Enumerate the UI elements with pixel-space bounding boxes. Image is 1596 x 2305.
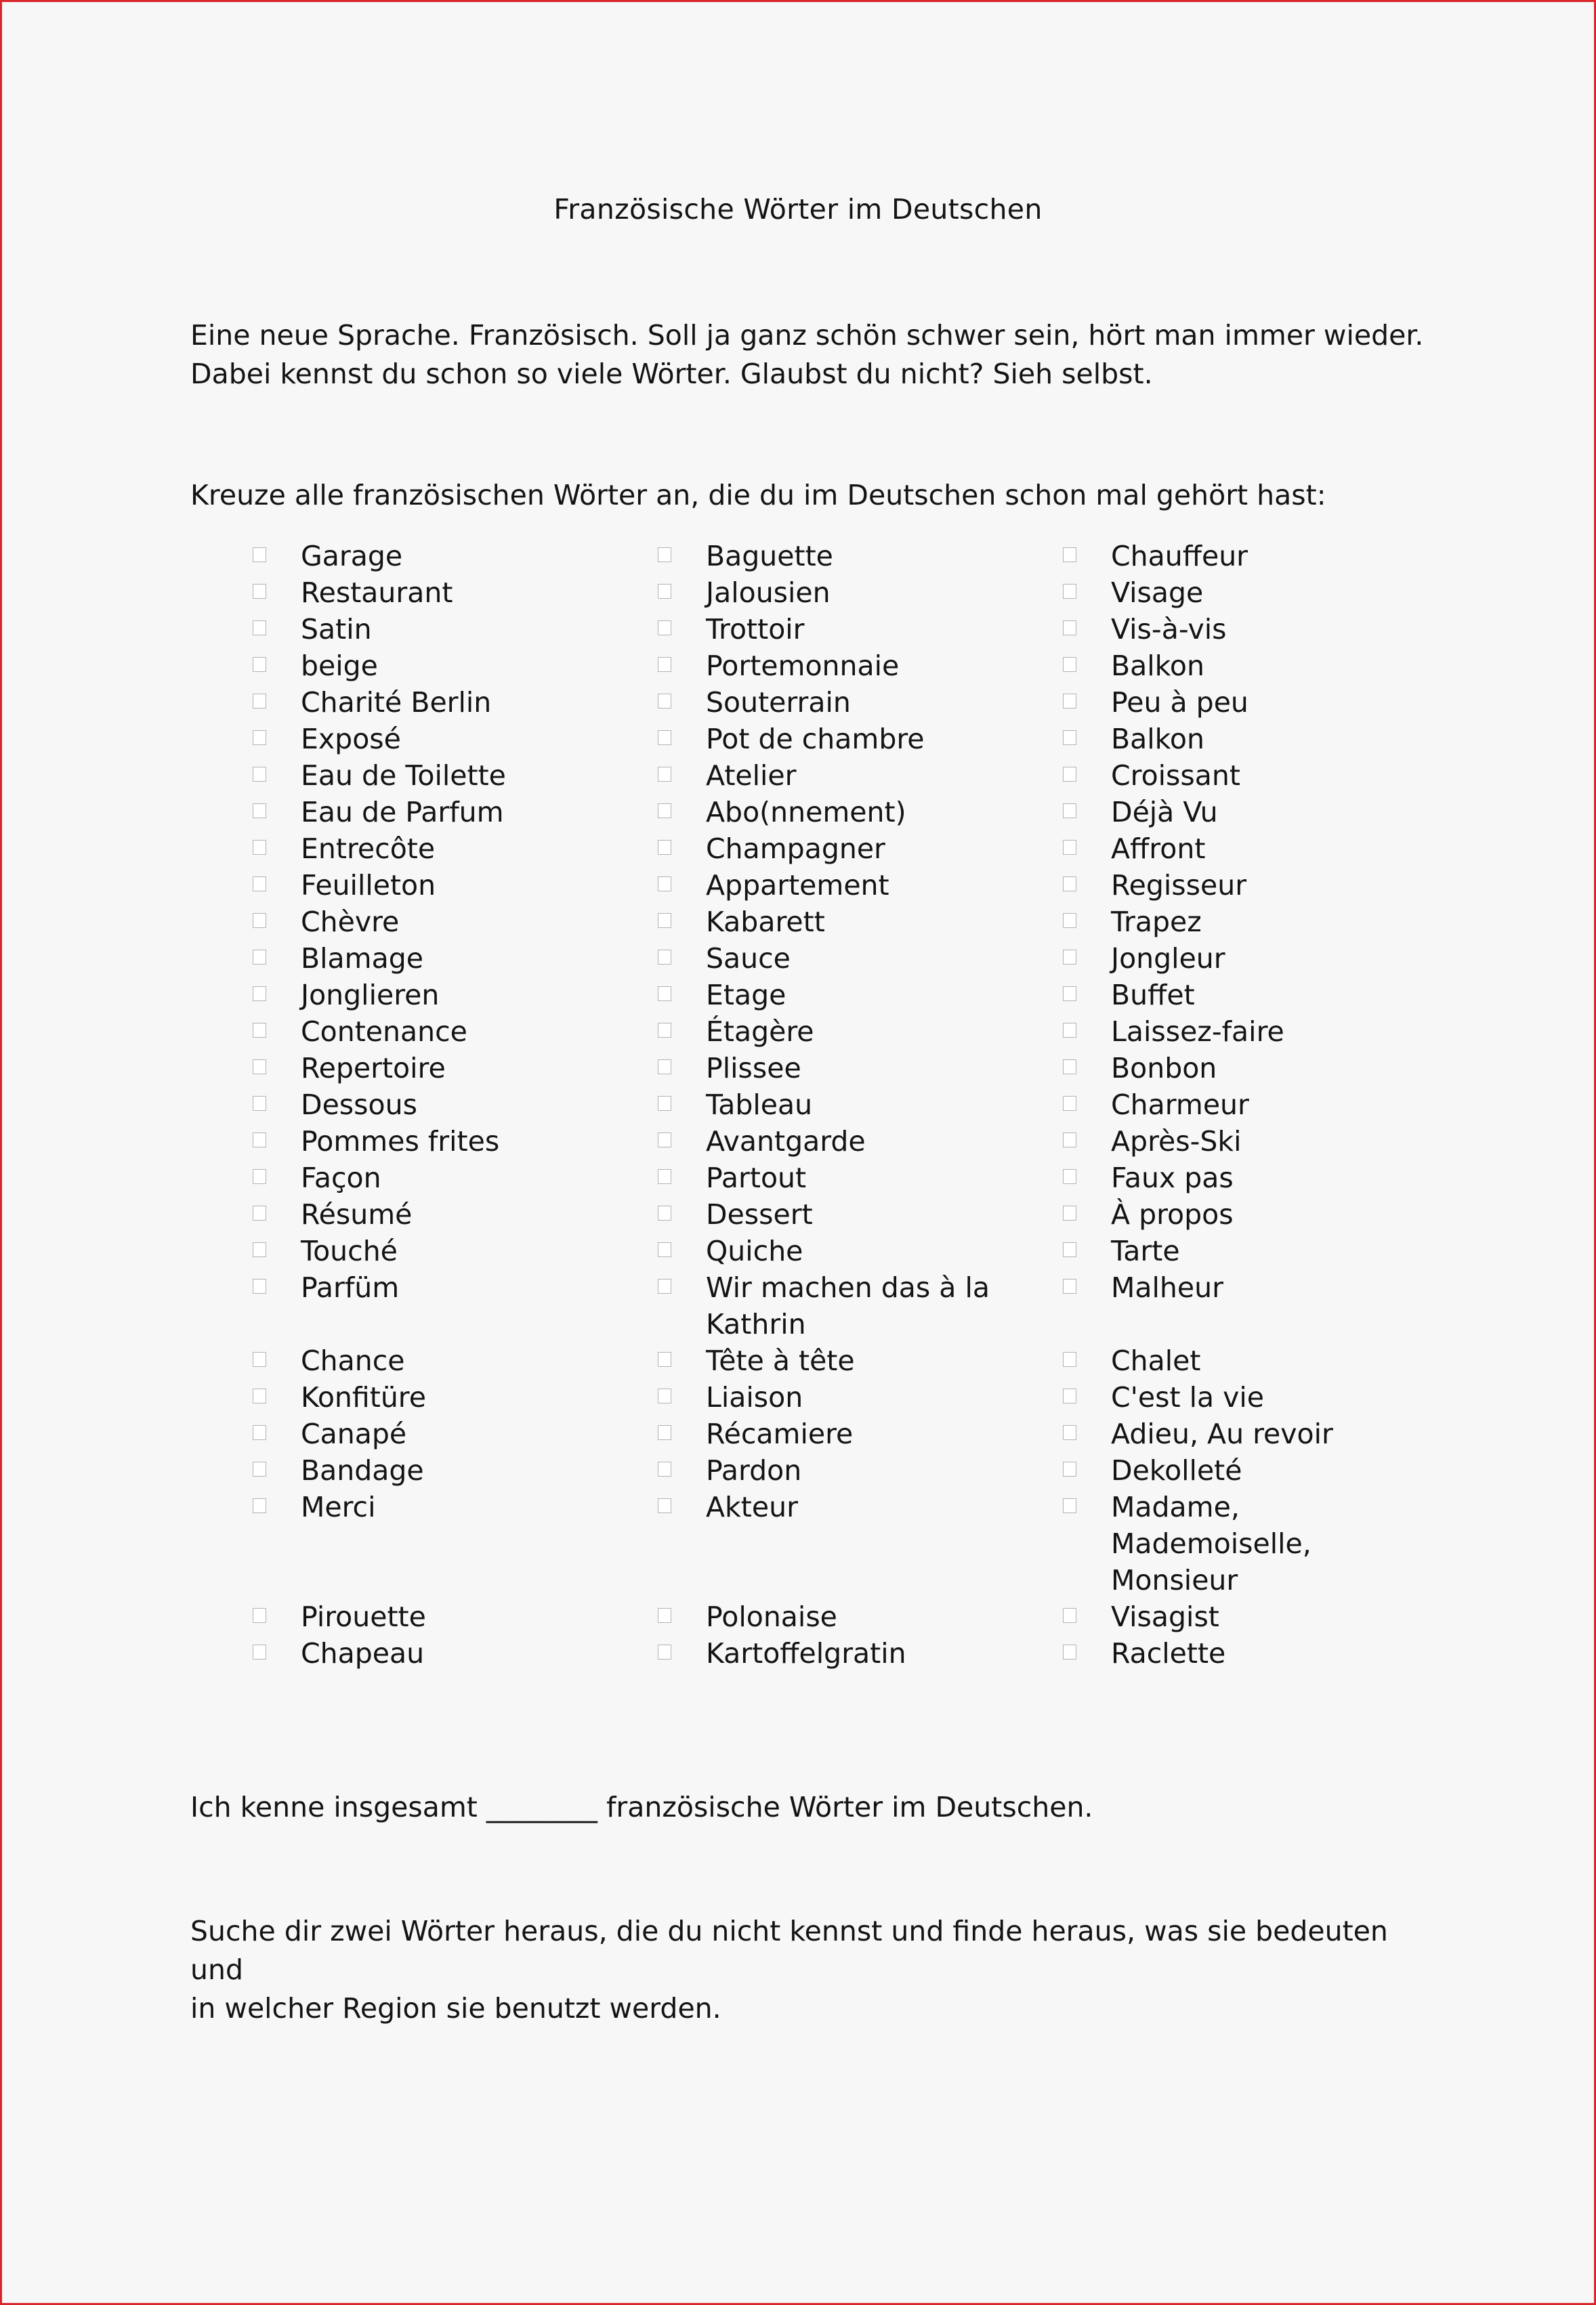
word-label: Laissez-faire: [1111, 1015, 1284, 1048]
checkbox[interactable]: [1063, 1389, 1076, 1403]
checkbox[interactable]: [253, 1425, 266, 1440]
checklist-row: [0, 1050, 1596, 1086]
checklist-item[interactable]: [658, 1160, 1037, 1196]
checkbox[interactable]: [658, 1096, 671, 1111]
word-label: Blamage: [301, 942, 423, 975]
checklist-item[interactable]: [253, 940, 632, 977]
word-label: Partout: [706, 1162, 807, 1194]
checklist-item[interactable]: [1063, 1269, 1442, 1306]
checklist-item[interactable]: [1063, 1416, 1442, 1452]
checklist-item[interactable]: [658, 721, 1037, 757]
checkbox[interactable]: [658, 1425, 671, 1440]
checklist-item[interactable]: [253, 757, 632, 794]
word-label: Feuilleton: [301, 869, 436, 902]
word-label: Jongleur: [1111, 942, 1225, 975]
word-label: Chauffeur: [1111, 540, 1248, 572]
checkbox[interactable]: [253, 1133, 266, 1147]
word-label: Bandage: [301, 1454, 424, 1487]
checkbox[interactable]: [1063, 657, 1076, 672]
checklist-item[interactable]: [658, 830, 1037, 867]
checkbox[interactable]: [658, 950, 671, 965]
checkbox[interactable]: [1063, 730, 1076, 745]
checklist-item[interactable]: [1063, 1599, 1442, 1635]
checkbox[interactable]: [253, 547, 266, 562]
word-label: Dessous: [301, 1088, 417, 1121]
word-label: Etage: [706, 979, 786, 1011]
checkbox[interactable]: [1063, 1608, 1076, 1623]
checkbox[interactable]: [253, 657, 266, 672]
word-label: Abo(nnement): [706, 796, 906, 828]
word-label: Adieu, Au revoir: [1111, 1418, 1333, 1450]
word-label: C'est la vie: [1111, 1381, 1265, 1414]
checkbox[interactable]: [658, 767, 671, 782]
checkbox[interactable]: [253, 1352, 266, 1367]
word-label: Pot de chambre: [706, 723, 925, 755]
checklist-item[interactable]: [658, 1599, 1037, 1635]
word-label: Bonbon: [1111, 1052, 1217, 1084]
checklist-row: [0, 1013, 1596, 1050]
checkbox[interactable]: [1063, 1206, 1076, 1221]
checklist-row: [0, 1379, 1596, 1416]
checkbox[interactable]: [1063, 803, 1076, 818]
checkbox[interactable]: [253, 1389, 266, 1403]
checkbox[interactable]: [253, 1645, 266, 1659]
checklist-row: [0, 1086, 1596, 1123]
word-label: Chapeau: [301, 1637, 425, 1670]
word-label: Eau de Parfum: [301, 796, 504, 828]
checklist-row: [0, 721, 1596, 757]
checkbox[interactable]: [253, 1059, 266, 1074]
checklist-row: [0, 648, 1596, 684]
checklist-item[interactable]: [658, 1452, 1037, 1489]
checkbox[interactable]: [1063, 1645, 1076, 1659]
checklist-item[interactable]: [253, 1635, 632, 1672]
checkbox[interactable]: [1063, 1242, 1076, 1257]
word-label: Peu à peu: [1111, 686, 1248, 719]
checkbox[interactable]: [658, 584, 671, 599]
checkbox[interactable]: [253, 1242, 266, 1257]
word-label: Garage: [301, 540, 403, 572]
checklist-item[interactable]: [658, 1013, 1037, 1050]
word-label: Tête à tête: [706, 1345, 855, 1377]
checkbox[interactable]: [1063, 1096, 1076, 1111]
checklist-item[interactable]: [1063, 1489, 1442, 1599]
checklist-item[interactable]: [658, 1269, 1037, 1342]
checklist-item[interactable]: [658, 1050, 1037, 1086]
checkbox[interactable]: [658, 1279, 671, 1294]
checklist-item[interactable]: [658, 1379, 1037, 1416]
checkbox[interactable]: [658, 1023, 671, 1038]
checkbox[interactable]: [658, 1645, 671, 1659]
checklist-item[interactable]: [1063, 1050, 1442, 1086]
word-checklist: [0, 538, 1596, 1672]
word-label: Souterrain: [706, 686, 851, 719]
checklist-item[interactable]: [658, 1489, 1037, 1525]
checklist-item[interactable]: [253, 611, 632, 648]
word-label: Pardon: [706, 1454, 802, 1487]
word-label: Malheur: [1111, 1271, 1223, 1304]
checklist-item[interactable]: [253, 1123, 632, 1160]
word-label: Konfitüre: [301, 1381, 426, 1414]
word-label: Trapez: [1111, 906, 1202, 938]
checklist-row: [0, 830, 1596, 867]
word-label: Madame, Mademoiselle, Monsieur: [1111, 1491, 1311, 1596]
checklist-row: [0, 1599, 1596, 1635]
word-label: Polonaise: [706, 1601, 837, 1633]
word-label: À propos: [1111, 1198, 1234, 1231]
word-label: Vis-à-vis: [1111, 613, 1227, 646]
word-label: Regisseur: [1111, 869, 1247, 902]
checklist-row: [0, 904, 1596, 940]
checklist-item[interactable]: [658, 1086, 1037, 1123]
checkbox[interactable]: [658, 876, 671, 891]
checklist-row: [0, 1160, 1596, 1196]
checkbox[interactable]: [1063, 1059, 1076, 1074]
checklist-item[interactable]: [658, 538, 1037, 574]
word-label: Après-Ski: [1111, 1125, 1242, 1158]
checkbox[interactable]: [1063, 584, 1076, 599]
checklist-item[interactable]: [1063, 940, 1442, 977]
checkbox[interactable]: [253, 1096, 266, 1111]
checklist-row: [0, 1416, 1596, 1452]
checklist-item[interactable]: [658, 1416, 1037, 1452]
checklist-row: [0, 1489, 1596, 1599]
checklist-item[interactable]: [1063, 574, 1442, 611]
checklist-row: [0, 1233, 1596, 1269]
checklist-item[interactable]: [1063, 1342, 1442, 1379]
checkbox[interactable]: [253, 876, 266, 891]
word-label: Croissant: [1111, 759, 1240, 792]
checklist-item[interactable]: [1063, 1086, 1442, 1123]
checklist-item[interactable]: [1063, 721, 1442, 757]
checklist-row: [0, 1635, 1596, 1672]
checklist-row: [0, 1452, 1596, 1489]
checklist-item[interactable]: [1063, 1635, 1442, 1672]
checklist-item[interactable]: [1063, 1379, 1442, 1416]
checklist-row: [0, 1196, 1596, 1233]
checklist-item[interactable]: [1063, 1196, 1442, 1233]
word-label: Appartement: [706, 869, 889, 902]
word-label: Étagère: [706, 1015, 814, 1048]
checklist-row: [0, 977, 1596, 1013]
checkbox[interactable]: [253, 1608, 266, 1623]
checklist-item[interactable]: [253, 830, 632, 867]
checkbox[interactable]: [658, 1608, 671, 1623]
checkbox[interactable]: [253, 986, 266, 1001]
checklist-item[interactable]: [658, 684, 1037, 721]
checkbox[interactable]: [253, 767, 266, 782]
checklist-row: [0, 867, 1596, 904]
checklist-item[interactable]: [253, 648, 632, 684]
checklist-item[interactable]: [1063, 1160, 1442, 1196]
checkbox[interactable]: [658, 1462, 671, 1477]
checklist-item[interactable]: [1063, 794, 1442, 830]
checklist-item[interactable]: [1063, 1123, 1442, 1160]
checkbox[interactable]: [658, 1206, 671, 1221]
word-label: Avantgarde: [706, 1125, 866, 1158]
word-label: Buffet: [1111, 979, 1195, 1011]
checklist-row: [0, 1123, 1596, 1160]
checkbox[interactable]: [253, 620, 266, 635]
word-label: Parfüm: [301, 1271, 400, 1304]
checklist-item[interactable]: [1063, 1452, 1442, 1489]
checklist-item[interactable]: [253, 867, 632, 904]
checkbox[interactable]: [658, 913, 671, 928]
word-label: Raclette: [1111, 1637, 1226, 1670]
word-label: Façon: [301, 1162, 381, 1194]
word-label: Kabarett: [706, 906, 825, 938]
checklist-item[interactable]: [658, 1342, 1037, 1379]
checklist-row: [0, 940, 1596, 977]
word-label: Restaurant: [301, 576, 453, 609]
checklist-item[interactable]: [253, 1489, 632, 1525]
checkbox[interactable]: [253, 840, 266, 855]
word-label: Trottoir: [706, 613, 805, 646]
checkbox[interactable]: [1063, 1169, 1076, 1184]
word-label: Jalousien: [706, 576, 831, 609]
word-label: Touché: [301, 1235, 398, 1267]
word-label: Canapé: [301, 1418, 407, 1450]
page-title: Französische Wörter im Deutschen: [553, 193, 1043, 226]
checklist-item[interactable]: [253, 1233, 632, 1269]
word-label: Repertoire: [301, 1052, 446, 1084]
word-label: Champagner: [706, 832, 885, 865]
word-label: Chalet: [1111, 1345, 1201, 1377]
word-label: Tarte: [1111, 1235, 1180, 1267]
checkbox[interactable]: [1063, 950, 1076, 965]
checklist-item[interactable]: [1063, 977, 1442, 1013]
checkbox[interactable]: [1063, 547, 1076, 562]
checklist-row: [0, 1269, 1596, 1342]
word-label: Balkon: [1111, 723, 1204, 755]
word-label: Liaison: [706, 1381, 803, 1414]
checkbox[interactable]: [658, 547, 671, 562]
checkbox[interactable]: [1063, 1498, 1076, 1513]
word-label: Jonglieren: [301, 979, 440, 1011]
word-label: beige: [301, 650, 378, 682]
word-label: Merci: [301, 1491, 376, 1523]
checklist-item[interactable]: [1063, 867, 1442, 904]
word-label: Faux pas: [1111, 1162, 1234, 1194]
checklist-item[interactable]: [253, 1416, 632, 1452]
checkbox[interactable]: [1063, 1425, 1076, 1440]
checkbox[interactable]: [1063, 694, 1076, 709]
checklist-item[interactable]: [253, 1086, 632, 1123]
checklist-item[interactable]: [253, 574, 632, 611]
checkbox[interactable]: [253, 584, 266, 599]
checkbox[interactable]: [253, 1462, 266, 1477]
checklist-row: [0, 611, 1596, 648]
checklist-item[interactable]: [253, 538, 632, 574]
checklist-item[interactable]: [658, 574, 1037, 611]
checkbox[interactable]: [658, 986, 671, 1001]
checklist-item[interactable]: [253, 1160, 632, 1196]
checklist-item[interactable]: [253, 977, 632, 1013]
checkbox[interactable]: [658, 1498, 671, 1513]
checkbox[interactable]: [658, 1169, 671, 1184]
checklist-row: [0, 574, 1596, 611]
word-label: Portemonnaie: [706, 650, 900, 682]
checkbox[interactable]: [1063, 1462, 1076, 1477]
checklist-item[interactable]: [253, 904, 632, 940]
checklist-item[interactable]: [1063, 830, 1442, 867]
word-label: Tableau: [706, 1088, 813, 1121]
checklist-item[interactable]: [658, 648, 1037, 684]
count-sentence: Ich kenne insgesamt ________ französische Wörter im Deutschen.: [190, 1791, 1093, 1823]
checklist-item[interactable]: [253, 794, 632, 830]
word-label: Affront: [1111, 832, 1206, 865]
word-label: Dessert: [706, 1198, 813, 1231]
checklist-item[interactable]: [658, 977, 1037, 1013]
word-label: Sauce: [706, 942, 791, 975]
checklist-item[interactable]: [1063, 1013, 1442, 1050]
word-label: Récamiere: [706, 1418, 854, 1450]
word-label: Atelier: [706, 759, 797, 792]
checklist-item[interactable]: [1063, 684, 1442, 721]
checkbox[interactable]: [253, 1206, 266, 1221]
checkbox[interactable]: [253, 1169, 266, 1184]
checkbox[interactable]: [658, 1059, 671, 1074]
word-label: Wir machen das à la Kathrin: [706, 1271, 990, 1340]
checkbox[interactable]: [253, 1023, 266, 1038]
checklist-item[interactable]: [253, 1013, 632, 1050]
word-label: Balkon: [1111, 650, 1204, 682]
word-label: Pommes frites: [301, 1125, 500, 1158]
word-label: Charité Berlin: [301, 686, 492, 719]
checkbox[interactable]: [658, 1389, 671, 1403]
checkbox[interactable]: [1063, 876, 1076, 891]
checklist-item[interactable]: [658, 940, 1037, 977]
word-label: Dekolleté: [1111, 1454, 1242, 1487]
checkbox[interactable]: [253, 913, 266, 928]
checkbox[interactable]: [658, 620, 671, 635]
checkbox[interactable]: [658, 694, 671, 709]
checkbox[interactable]: [658, 1352, 671, 1367]
checkbox[interactable]: [253, 803, 266, 818]
checkbox[interactable]: [658, 1133, 671, 1147]
checkbox[interactable]: [253, 1498, 266, 1513]
checkbox[interactable]: [1063, 767, 1076, 782]
checklist-item[interactable]: [658, 1123, 1037, 1160]
word-label: Chèvre: [301, 906, 400, 938]
checkbox[interactable]: [1063, 986, 1076, 1001]
checklist-item[interactable]: [658, 611, 1037, 648]
checklist-item[interactable]: [658, 757, 1037, 794]
checkbox[interactable]: [1063, 1279, 1076, 1294]
intro-paragraph: Eine neue Sprache. Französisch. Soll ja ganz schön schwer sein, hört man immer wieder. Dabei kennst du schon so viele Wörter. Glaubst du nicht? Sieh selbst.: [190, 319, 1424, 390]
checklist-item[interactable]: [253, 684, 632, 721]
word-label: Visage: [1111, 576, 1204, 609]
word-label: Visagist: [1111, 1601, 1219, 1633]
word-label: Exposé: [301, 723, 401, 755]
checkbox[interactable]: [658, 803, 671, 818]
checklist-item[interactable]: [658, 1196, 1037, 1233]
word-label: Eau de Toilette: [301, 759, 506, 792]
word-label: Pirouette: [301, 1601, 426, 1633]
checkbox[interactable]: [253, 730, 266, 745]
checklist-row: [0, 538, 1596, 574]
checkbox[interactable]: [658, 840, 671, 855]
checklist-item[interactable]: [658, 867, 1037, 904]
checklist-item[interactable]: [253, 1196, 632, 1233]
checklist-item[interactable]: [658, 794, 1037, 830]
word-label: Chance: [301, 1345, 405, 1377]
checkbox[interactable]: [253, 950, 266, 965]
checklist-item[interactable]: [253, 1342, 632, 1379]
task-text: Suche dir zwei Wörter heraus, die du nicht kennst und finde heraus, was sie bedeuten und in welcher Region sie benutzt werden.: [190, 1915, 1388, 2025]
checklist-item[interactable]: [1063, 757, 1442, 794]
checkbox[interactable]: [1063, 1023, 1076, 1038]
word-label: Baguette: [706, 540, 833, 572]
word-label: Entrecôte: [301, 832, 436, 865]
checkbox[interactable]: [1063, 913, 1076, 928]
checklist-row: [0, 757, 1596, 794]
checklist-row: [0, 684, 1596, 721]
checklist-item[interactable]: [253, 1452, 632, 1489]
checkbox[interactable]: [658, 657, 671, 672]
checkbox[interactable]: [1063, 620, 1076, 635]
checklist-item[interactable]: [1063, 611, 1442, 648]
checkbox[interactable]: [1063, 1352, 1076, 1367]
checkbox[interactable]: [1063, 840, 1076, 855]
word-label: Déjà Vu: [1111, 796, 1218, 828]
checklist-row: [0, 1342, 1596, 1379]
checklist-item[interactable]: [253, 1050, 632, 1086]
checkbox[interactable]: [253, 1279, 266, 1294]
checkbox[interactable]: [1063, 1133, 1076, 1147]
checklist-item[interactable]: [658, 904, 1037, 940]
word-label: Satin: [301, 613, 372, 646]
word-label: Charmeur: [1111, 1088, 1249, 1121]
instruction-text: Kreuze alle französischen Wörter an, die du im Deutschen schon mal gehört hast:: [190, 479, 1326, 511]
checklist-item[interactable]: [253, 721, 632, 757]
checklist-item[interactable]: [1063, 1233, 1442, 1269]
word-label: Kartoffelgratin: [706, 1637, 906, 1670]
checklist-item[interactable]: [1063, 538, 1442, 574]
checklist-item[interactable]: [658, 1635, 1037, 1672]
checklist-item[interactable]: [253, 1599, 632, 1635]
word-label: Contenance: [301, 1015, 467, 1048]
checklist-item[interactable]: [658, 1233, 1037, 1269]
checklist-item[interactable]: [1063, 904, 1442, 940]
word-label: Résumé: [301, 1198, 413, 1231]
checklist-item[interactable]: [253, 1269, 632, 1306]
word-label: Plissee: [706, 1052, 801, 1084]
checkbox[interactable]: [253, 694, 266, 709]
checkbox[interactable]: [658, 730, 671, 745]
checklist-item[interactable]: [1063, 648, 1442, 684]
checkbox[interactable]: [658, 1242, 671, 1257]
word-label: Akteur: [706, 1491, 798, 1523]
checklist-row: [0, 794, 1596, 830]
checklist-item[interactable]: [253, 1379, 632, 1416]
word-label: Quiche: [706, 1235, 803, 1267]
